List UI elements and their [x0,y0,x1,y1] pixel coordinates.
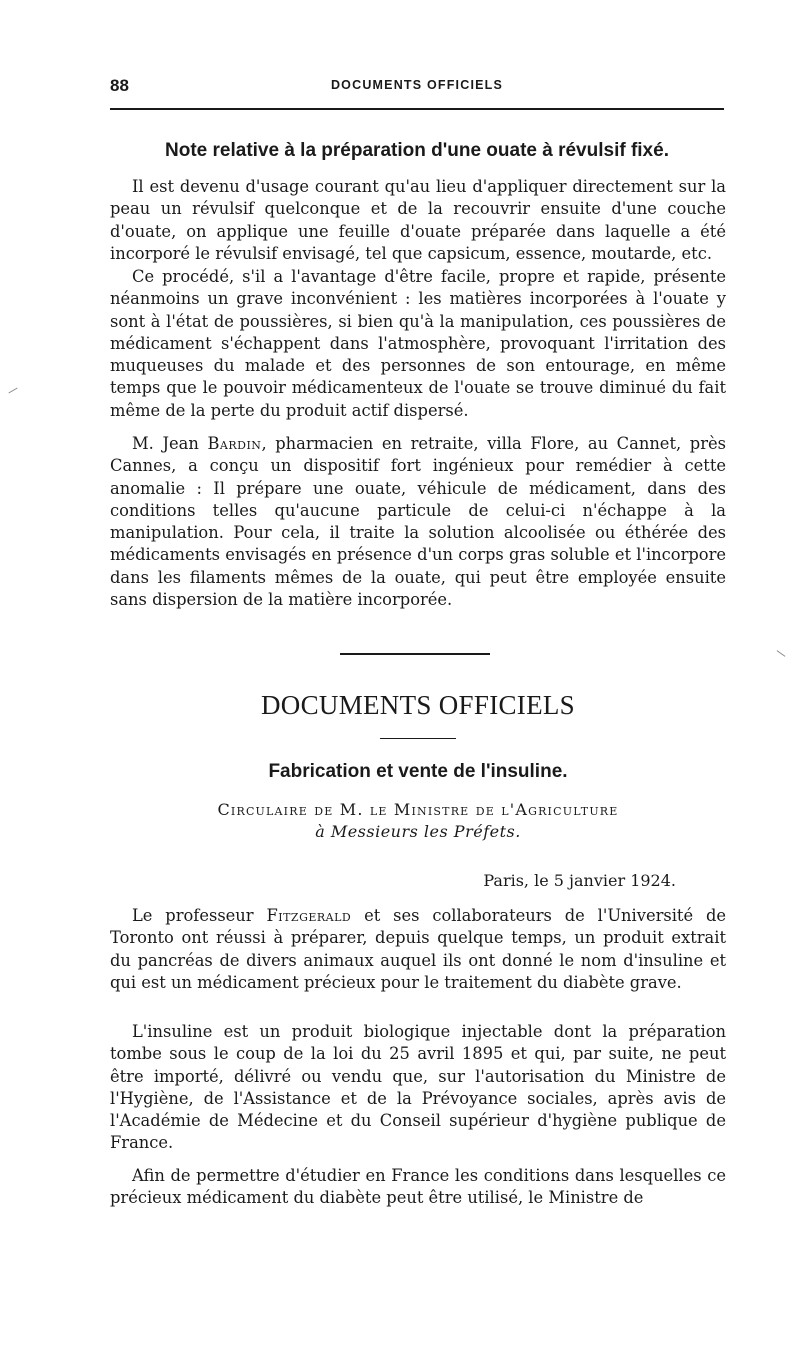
note-paragraph-2: Ce procédé, s'il a l'avantage d'être facile, propre et rapide, présente néanmoins un grave inconvénient : les matières incorporées à l'ouate y sont à l'état de poussières, si bien qu'à la manipulation, ces poussières de médicament s'échappent dans l'atmosphère, provoquant l'irritation des muqueuses du malade et des personnes de son entourage, en même temps que le pouvoir médicamenteux de l'ouate se trouve diminué du fait même de la perte du produit actif dispersé. [110,267,726,420]
section-separator-rule [340,653,490,655]
note-paragraph-3-rest: , pharmacien en retraite, villa Flore, au Cannet, près Cannes, a conçu un dispositif fort ingénieux pour remédier à cette anomalie : Il prépare une ouate, véhicule de médicament, dans des conditions telles qu'aucune particule de celui-ci n'échappe à la manipulation. Pour cela, il traite la solution alcoolisée ou éthérée des médicaments envisagés en présence d'un corps gras soluble et l'incorpore dans les filaments mêmes de la ouate, qui peut être employée ensuite sans dispersion de la matière incorporée. [110,434,726,610]
author-name: Bardin [207,434,262,453]
circular-recipients: à Messieurs les Préfets. [315,822,521,841]
article-paragraph-1 [110,905,726,994]
note-title: Note relative à la préparation d'une ouate à révulsif fixé. [165,140,669,161]
margin-scan-mark [777,650,786,657]
note-paragraph-1: Il est devenu d'usage courant qu'au lieu d'appliquer directement sur la peau un révulsif quelconque et de la recouvrir ensuite d'une couche d'ouate, on applique une feuille d'ouate préparée dans laquelle a été incorporé le révulsif envisagé, tel que capsicum, essence, moutarde, etc. [110,177,726,263]
dateline: Paris, le 5 janvier 1924. [483,871,676,890]
circular-heading: Circulaire de M. le Ministre de l'Agriculture [217,800,619,819]
note-paragraph-3 [110,433,726,611]
section-title-underline [380,738,456,739]
header-rule [110,108,724,110]
margin-scan-mark [8,388,17,394]
article-paragraph-3: Afin de permettre d'étudier en France les conditions dans lesquelles ce précieux médicament du diabète peut être utilisé, le Ministre de [110,1166,726,1208]
note-paragraph-3-start: M. Jean [132,434,199,453]
article-paragraph-2: L'insuline est un produit biologique injectable dont la préparation tombe sous le coup de la loi du 25 avril 1895 et qui, par suite, ne peut être importé, délivré ou vendu que, sur l'autorisation du Ministre de l'Hygiène, de l'Assistance et de la Prévoyance sociales, après avis de l'Académie de Médecine et du Conseil supérieur d'hygiène publique de France. [110,1022,726,1153]
article-title: Fabrication et vente de l'insuline. [268,761,568,782]
page-header [110,74,724,100]
professor-name: Fitzgerald [266,906,352,925]
running-title: DOCUMENTS OFFICIELS [330,78,504,92]
article-paragraph-1-rest: et ses collaborateurs de l'Université de Toronto ont réussi à préparer, depuis quelque temps, un produit extrait du pancréas de divers animaux auquel ils ont donné le nom d'insuline et qui est un médicament précieux pour le traitement du diabète grave. [110,906,727,992]
section-title: DOCUMENTS OFFICIELS [261,690,575,720]
page-number: 88 [110,76,129,95]
article-paragraph-1-start: Le professeur [132,906,254,925]
